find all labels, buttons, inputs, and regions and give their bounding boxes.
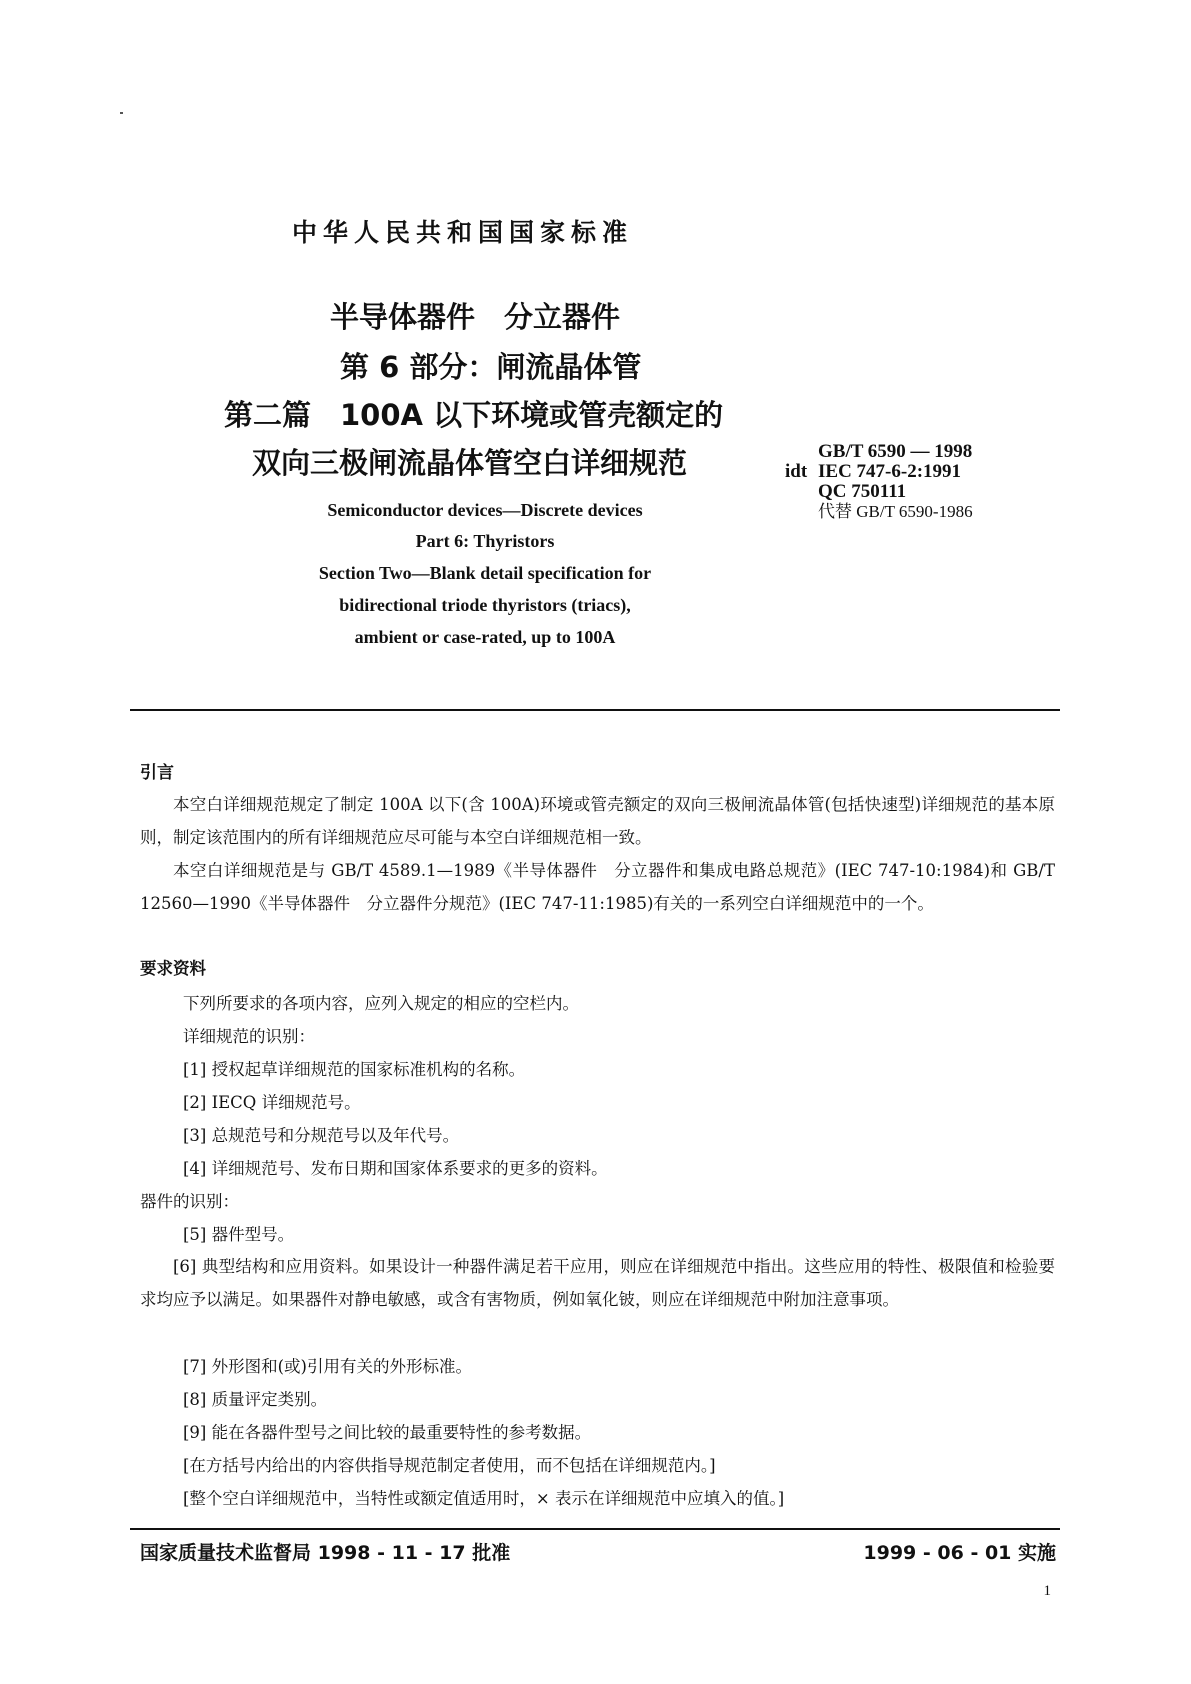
list-item: [3] 总规范号和分规范号以及年代号。 xyxy=(183,1126,460,1145)
list-item: [8] 质量评定类别。 xyxy=(183,1390,328,1409)
qc-reference: QC 750111 xyxy=(818,481,907,502)
list-item: [5] 器件型号。 xyxy=(183,1225,295,1244)
standard-identifiers xyxy=(785,441,973,522)
intro-paragraph-1: 本空白详细规范规定了制定 100A 以下(含 100A)环境或管壳额定的双向三极闸流晶体管(包括快速型)详细规范的基本原则，制定该范围内的所有详细规范应尽可能与本空白详细规范相一致。 xyxy=(140,795,1055,847)
title-zh-line-2: 第 6 部分：闸流晶体管 xyxy=(340,350,642,384)
title-en-line-2: Part 6: Thyristors xyxy=(415,531,555,551)
scan-speck xyxy=(120,112,123,114)
approval-statement: 国家质量技术监督局 1998 - 11 - 17 批准 xyxy=(140,1542,511,1564)
page-number: 1 xyxy=(1043,1583,1051,1599)
list-item-6-paragraph: [6] 典型结构和应用资料。如果设计一种器件满足若干应用，则应在详细规范中指出。这些应用的特性、极限值和检验要求均应予以满足。如果器件对静电敏感，或含有害物质，例如氧化铍，则应在详细规范中附加注意事项。 xyxy=(140,1257,1055,1309)
title-zh-line-4: 双向三极闸流晶体管空白详细规范 xyxy=(252,446,688,480)
list-item: [7] 外形图和(或)引用有关的外形标准。 xyxy=(183,1357,472,1376)
national-standard-heading: 中华人民共和国国家标准 xyxy=(292,218,634,247)
title-zh-line-1: 半导体器件 分立器件 xyxy=(330,300,621,334)
title-en-line-4: bidirectional triode thyristors (triacs), xyxy=(339,595,631,615)
list-item: [4] 详细规范号、发布日期和国家体系要求的更多的资料。 xyxy=(183,1159,608,1178)
iec-reference: IEC 747-6-2:1991 xyxy=(818,461,962,482)
requirements-intro: 下列所要求的各项内容，应列入规定的相应的空栏内。 xyxy=(183,994,579,1013)
title-en-line-3: Section Two—Blank detail specification for xyxy=(318,563,652,583)
title-en-line-1: Semiconductor devices—Discrete devices xyxy=(327,500,643,520)
bracket-note-1: [在方括号内给出的内容供指导规范制定者使用，而不包括在详细规范内。] xyxy=(183,1456,716,1475)
title-zh-line-3: 第二篇 100A 以下环境或管壳额定的 xyxy=(224,398,724,432)
bracket-note-2: [整个空白详细规范中，当特性或额定值适用时，× 表示在详细规范中应填入的值。] xyxy=(183,1489,785,1508)
idt-prefix: idt xyxy=(785,461,808,482)
replaces-reference: 代替 GB/T 6590-1986 xyxy=(818,502,973,521)
detail-spec-id-label: 详细规范的识别： xyxy=(183,1027,315,1046)
standard-number: GB/T 6590 — 1998 xyxy=(818,441,973,462)
title-en-line-5: ambient or case-rated, up to 100A xyxy=(354,627,616,647)
header-divider xyxy=(130,709,1060,711)
intro-paragraph-2: 本空白详细规范是与 GB/T 4589.1—1989《半导体器件 分立器件和集成电路总规范》(IEC 747-10:1984)和 GB/T 12560—1990《半导体器件 分立器件分规范》(IEC 747-11:1985)有关的一系列空白详细规范中的一个。 xyxy=(140,861,1055,913)
requirements-heading: 要求资料 xyxy=(140,959,206,978)
list-item: [2] IECQ 详细规范号。 xyxy=(183,1093,361,1112)
intro-heading: 引言 xyxy=(140,763,174,783)
list-item: [9] 能在各器件型号之间比较的最重要特性的参考数据。 xyxy=(183,1423,592,1442)
footer-divider xyxy=(130,1528,1060,1530)
list-item: [1] 授权起草详细规范的国家标准机构的名称。 xyxy=(183,1060,526,1079)
device-id-label: 器件的识别： xyxy=(140,1192,239,1211)
effective-date: 1999 - 06 - 01 实施 xyxy=(863,1542,1056,1564)
